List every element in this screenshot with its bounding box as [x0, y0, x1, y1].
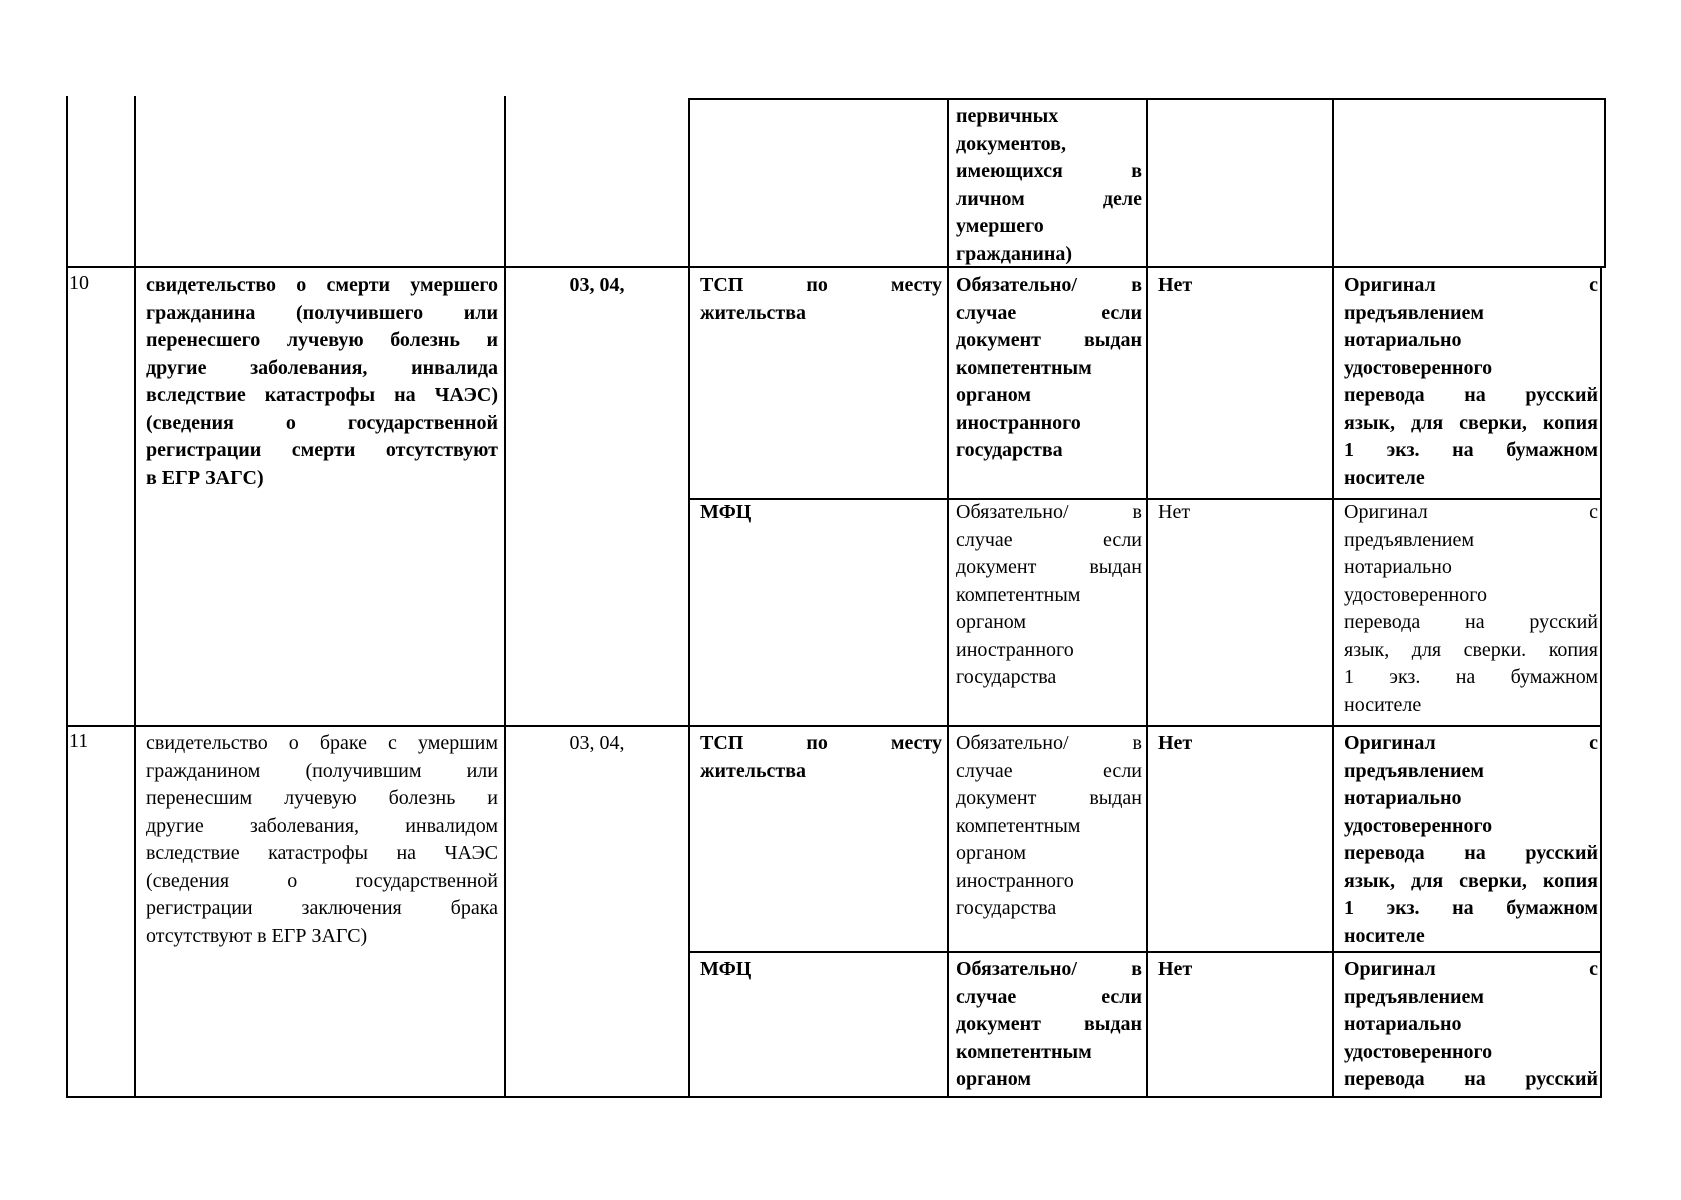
text-line: гражданина) — [956, 242, 1073, 265]
form-cell — [1344, 956, 1598, 1094]
text-line: органом — [956, 611, 1027, 633]
text-line: Обязательно/ в — [956, 501, 1142, 523]
text-line: язык, для сверки, копия — [1344, 869, 1598, 892]
text-line: отсутствуют в ЕГР ЗАГС) — [146, 924, 368, 947]
table-border — [1146, 98, 1148, 1098]
text-line: предъявлением — [1344, 759, 1485, 782]
text-line: компетентным — [956, 814, 1081, 837]
table-border — [1604, 98, 1606, 266]
text-line: другие заболевания, инвалида — [146, 356, 498, 379]
text-line: вследствие катастрофы на ЧАЭС) — [146, 384, 498, 406]
text-line: язык, для сверки, копия — [1344, 411, 1598, 434]
text-line: перенесшего лучевую болезнь и — [146, 329, 498, 351]
top-requirement-cell — [956, 103, 1142, 268]
table-border — [1332, 98, 1334, 1098]
table-border — [688, 951, 1602, 953]
text-line: компетентным — [956, 1040, 1092, 1063]
text-line: нотариально — [1344, 1013, 1462, 1035]
table-border — [947, 98, 949, 1098]
text-line: жительства — [700, 301, 807, 324]
row-number: 11 — [69, 730, 89, 752]
codes-cell: 03, 04, — [569, 732, 625, 754]
text-line: свидетельство о смерти умершего — [146, 274, 498, 296]
text-line: имеющихся в — [956, 160, 1142, 182]
text-line: органом — [956, 842, 1027, 864]
text-line: Обязательно/ в — [956, 732, 1142, 754]
text-line: жительства — [700, 759, 807, 782]
text-line: гражданином (получившим или — [146, 759, 498, 782]
text-line: носителе — [1344, 924, 1425, 947]
text-line: удостоверенного — [1344, 1040, 1493, 1063]
text-line: МФЦ — [700, 958, 752, 980]
text-line: случае если — [956, 528, 1142, 551]
table-border — [66, 725, 1602, 727]
text-line: МФЦ — [700, 501, 752, 523]
text-line: 1 экз. на бумажном — [1344, 439, 1598, 461]
text-line: документов, — [956, 132, 1066, 155]
text-line: перевода на русский — [1344, 1068, 1598, 1090]
text-line: в ЕГР ЗАГС) — [146, 466, 264, 489]
table-border — [134, 96, 136, 1098]
table-border — [1600, 266, 1602, 1098]
table-border — [688, 98, 1606, 100]
text-line: органом — [956, 1068, 1031, 1090]
text-line: компетентным — [956, 583, 1081, 606]
text-line: перевода на русский — [1344, 842, 1598, 864]
text-line: ТСП по месту — [700, 732, 942, 754]
flag-cell: Нет — [1158, 274, 1193, 296]
row-number: 10 — [69, 272, 89, 294]
requirement-cell — [956, 956, 1142, 1094]
document-name-cell — [146, 730, 498, 950]
text-line: государства — [956, 666, 1057, 688]
text-line: иностранного — [956, 869, 1074, 892]
text-line: случае если — [956, 759, 1142, 782]
text-line: органом — [956, 384, 1031, 406]
text-line: Оригинал с — [1344, 501, 1598, 523]
text-line: удостоверенного — [1344, 814, 1493, 837]
form-cell — [1344, 730, 1598, 950]
form-cell — [1344, 272, 1598, 492]
codes-cell: 03, 04, — [569, 274, 625, 296]
text-line: удостоверенного — [1344, 583, 1487, 606]
text-line: документ выдан — [956, 556, 1142, 578]
text-line: носителе — [1344, 693, 1422, 716]
document-name-cell — [146, 272, 498, 492]
text-line: 1 экз. на бумажном — [1344, 897, 1598, 919]
text-line: нотариально — [1344, 329, 1462, 351]
text-line: гражданина (получившего или — [146, 301, 498, 324]
text-line: случае если — [956, 985, 1142, 1008]
text-line: нотариально — [1344, 556, 1452, 578]
text-line: иностранного — [956, 638, 1074, 661]
text-line: нотариально — [1344, 787, 1462, 809]
form-cell — [1344, 499, 1598, 719]
text-line: иностранного — [956, 411, 1081, 434]
text-line: Обязательно/ в — [956, 958, 1142, 980]
text-line: удостоверенного — [1344, 356, 1493, 379]
place-cell — [700, 272, 942, 327]
text-line: перевода на русский — [1344, 384, 1598, 406]
requirement-cell — [956, 730, 1142, 923]
text-line: Оригинал с — [1344, 958, 1598, 980]
text-line: свидетельство о браке с умершим — [146, 732, 498, 754]
text-line: случае если — [956, 301, 1142, 324]
text-line: (сведения о государственной — [146, 411, 498, 434]
text-line: Оригинал с — [1344, 732, 1598, 754]
text-line: вследствие катастрофы на ЧАЭС — [146, 842, 498, 864]
text-line: личном деле — [956, 187, 1142, 210]
text-line: (сведения о государственной — [146, 869, 498, 892]
text-line: государства — [956, 439, 1063, 461]
text-line: Обязательно/ в — [956, 274, 1142, 296]
table-border — [66, 1096, 1602, 1098]
text-line: регистрации смерти отсутствуют — [146, 439, 498, 461]
text-line: документ выдан — [956, 329, 1142, 351]
text-line: ТСП по месту — [700, 274, 942, 296]
text-line: предъявлением — [1344, 985, 1485, 1008]
table-border — [66, 96, 68, 1098]
table-border — [504, 96, 506, 1098]
table-border — [688, 98, 690, 1098]
text-line: регистрации заключения брака — [146, 897, 498, 919]
text-line: перенесшим лучевую болезнь и — [146, 787, 498, 809]
flag-cell: Нет — [1158, 958, 1193, 980]
place-cell — [700, 730, 942, 785]
text-line: умершего — [956, 215, 1044, 237]
text-line: предъявлением — [1344, 301, 1485, 324]
text-line: перевода на русский — [1344, 611, 1598, 633]
flag-cell: Нет — [1158, 501, 1191, 523]
text-line: 1 экз. на бумажном — [1344, 666, 1598, 688]
table-border — [66, 266, 1606, 268]
text-line: Оригинал с — [1344, 274, 1598, 296]
text-line: документ выдан — [956, 1013, 1142, 1035]
requirement-cell — [956, 272, 1142, 465]
text-line: носителе — [1344, 466, 1425, 489]
text-line: другие заболевания, инвалидом — [146, 814, 498, 837]
text-line: первичных — [956, 105, 1059, 127]
place-cell — [700, 956, 942, 984]
flag-cell: Нет — [1158, 732, 1193, 754]
text-line: язык, для сверки. копия — [1344, 638, 1598, 661]
text-line: документ выдан — [956, 787, 1142, 809]
place-cell — [700, 499, 942, 527]
text-line: государства — [956, 897, 1057, 919]
text-line: компетентным — [956, 356, 1092, 379]
requirement-cell — [956, 499, 1142, 692]
text-line: предъявлением — [1344, 528, 1475, 551]
